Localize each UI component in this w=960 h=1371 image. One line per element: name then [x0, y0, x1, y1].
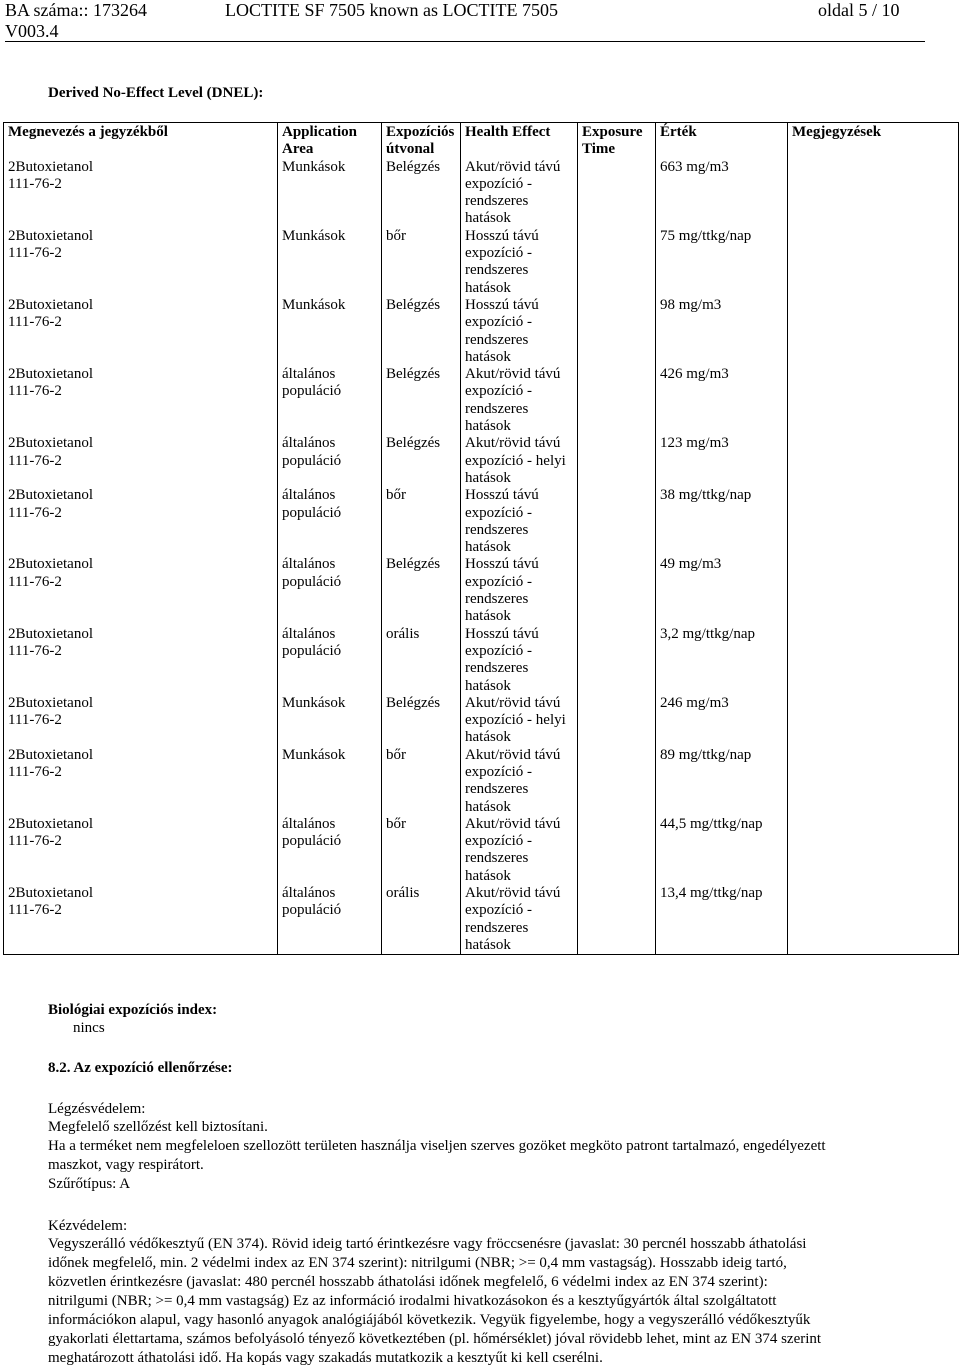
cell-area: általános populáció: [278, 366, 382, 435]
cell-effect: Hosszú távú expozíció - rendszeres hatások: [461, 228, 578, 297]
cell-substance: 2Butoxietanol 111-76-2: [4, 228, 278, 297]
cell-area: általános populáció: [278, 626, 382, 695]
header-divider: [5, 41, 925, 42]
cell-remarks: [788, 885, 959, 955]
cell-effect: Hosszú távú expozíció - rendszeres hatások: [461, 297, 578, 366]
column-header-substance: Megnevezés a jegyzékből: [4, 123, 278, 159]
table-row: [4, 816, 959, 885]
cell-effect: Akut/rövid távú expozíció - helyi hatások: [461, 435, 578, 487]
cell-substance: 2Butoxietanol 111-76-2: [4, 695, 278, 747]
cell-area: általános populáció: [278, 816, 382, 885]
cell-effect: Akut/rövid távú expozíció - rendszeres hatások: [461, 816, 578, 885]
cell-value: 246 mg/m3: [656, 695, 788, 747]
cell-value: 89 mg/ttkg/nap: [656, 747, 788, 816]
cell-remarks: [788, 487, 959, 556]
cell-route: bőr: [382, 747, 461, 816]
cell-remarks: [788, 816, 959, 885]
cell-area: Munkások: [278, 695, 382, 747]
cell-effect: Hosszú távú expozíció - rendszeres hatások: [461, 487, 578, 556]
table-row: [4, 626, 959, 695]
cell-effect: Akut/rövid távú expozíció - rendszeres hatások: [461, 885, 578, 955]
cell-route: Belégzés: [382, 695, 461, 747]
dnel-table-body: [4, 159, 959, 955]
cell-substance: 2Butoxietanol 111-76-2: [4, 487, 278, 556]
bio-index-value: nincs: [73, 1020, 105, 1036]
cell-effect: Hosszú távú expozíció - rendszeres hatások: [461, 556, 578, 625]
dnel-table: [3, 122, 959, 955]
cell-value: 44,5 mg/ttkg/nap: [656, 816, 788, 885]
table-row: [4, 695, 959, 747]
cell-route: bőr: [382, 487, 461, 556]
cell-substance: 2Butoxietanol 111-76-2: [4, 435, 278, 487]
respiratory-ventilation: Megfelelő szellőzést kell biztosítani.: [48, 1119, 268, 1135]
cell-remarks: [788, 366, 959, 435]
cell-area: általános populáció: [278, 556, 382, 625]
cell-substance: 2Butoxietanol 111-76-2: [4, 556, 278, 625]
cell-route: Belégzés: [382, 366, 461, 435]
column-header-value: Érték: [656, 123, 788, 159]
cell-substance: 2Butoxietanol 111-76-2: [4, 626, 278, 695]
column-header-route: Expozíciós útvonal: [382, 123, 461, 159]
cell-value: 49 mg/m3: [656, 556, 788, 625]
cell-value: 3,2 mg/ttkg/nap: [656, 626, 788, 695]
cell-route: Belégzés: [382, 435, 461, 487]
cell-time: [578, 228, 656, 297]
cell-substance: 2Butoxietanol 111-76-2: [4, 159, 278, 228]
cell-time: [578, 816, 656, 885]
cell-time: [578, 885, 656, 955]
cell-value: 75 mg/ttkg/nap: [656, 228, 788, 297]
respiratory-label: Légzésvédelem:: [48, 1101, 146, 1117]
cell-time: [578, 747, 656, 816]
cell-time: [578, 297, 656, 366]
cell-value: 426 mg/m3: [656, 366, 788, 435]
cell-substance: 2Butoxietanol 111-76-2: [4, 747, 278, 816]
cell-remarks: [788, 695, 959, 747]
table-row: [4, 435, 959, 487]
cell-time: [578, 159, 656, 228]
table-row: [4, 159, 959, 228]
column-header-area: Application Area: [278, 123, 382, 159]
table-row: [4, 487, 959, 556]
cell-time: [578, 366, 656, 435]
section-8-2-title: 8.2. Az expozíció ellenőrzése:: [48, 1060, 233, 1076]
cell-route: Belégzés: [382, 556, 461, 625]
cell-effect: Akut/rövid távú expozíció - rendszeres hatások: [461, 747, 578, 816]
cell-remarks: [788, 626, 959, 695]
hand-protection-label: Kézvédelem:: [48, 1218, 128, 1234]
cell-substance: 2Butoxietanol 111-76-2: [4, 297, 278, 366]
respiratory-mask: Ha a terméket nem megfeleloen szellozött területen használja viseljen szerves gozöket megköto patront tartalmazó, engedélyezett maszkot, vagy respirátort.: [48, 1138, 826, 1173]
cell-effect: Hosszú távú expozíció - rendszeres hatások: [461, 626, 578, 695]
cell-value: 38 mg/ttkg/nap: [656, 487, 788, 556]
page-number: oldal 5 / 10: [818, 0, 900, 20]
cell-substance: 2Butoxietanol 111-76-2: [4, 366, 278, 435]
cell-time: [578, 556, 656, 625]
cell-area: általános populáció: [278, 435, 382, 487]
cell-route: orális: [382, 885, 461, 955]
cell-area: általános populáció: [278, 885, 382, 955]
cell-route: bőr: [382, 228, 461, 297]
cell-time: [578, 487, 656, 556]
table-row: [4, 228, 959, 297]
cell-area: általános populáció: [278, 487, 382, 556]
document-number: BA száma:: 173264: [5, 0, 147, 20]
table-row: [4, 747, 959, 816]
table-row: [4, 297, 959, 366]
column-header-remarks: Megjegyzések: [788, 123, 959, 159]
hand-protection-text: Vegyszerálló védőkesztyű (EN 374). Rövid ideig tartó érintkezésre vagy fröccsenésre (javaslat: 30 percnél hosszabb áthatolási időnek megfelelő, min. 2 védelmi index az EN 374 szerint): nitrilgumi (NBR; >= 0,4 mm vastagság). Hosszabb ideig tartó, közvetlen érintkezésre (javaslat: 480 percnél hosszabb áthatolási időnek megfelelő, 6 védelmi index az EN 374 szerint): nitrilgumi (NBR; >= 0,4 mm vastagság) Ez az információ irodalmi hivatkozásokon és a kesztyűgyártók által szolgáltatott információkon alapul, vagy hasonló anyagok analógiájából következik. Vegyük figyelembe, hogy a vegyszerálló védőkesztyűk gyakorlati élettartama, számos befolyásoló tényező következtében (pl. hőmérséklet) jóval rövidebb lehet, mint az EN 374 szerint meghatározott áthatolási idő. Ha kopás vagy szakadás mutatkozik a kesztyűt ki kell cserélni.: [48, 1236, 822, 1366]
column-header-effect: Health Effect: [461, 123, 578, 159]
cell-value: 663 mg/m3: [656, 159, 788, 228]
cell-effect: Akut/rövid távú expozíció - rendszeres hatások: [461, 366, 578, 435]
respiratory-filter: Szűrőtípus: A: [48, 1176, 131, 1192]
cell-value: 13,4 mg/ttkg/nap: [656, 885, 788, 955]
cell-remarks: [788, 435, 959, 487]
cell-substance: 2Butoxietanol 111-76-2: [4, 816, 278, 885]
cell-remarks: [788, 159, 959, 228]
cell-route: Belégzés: [382, 159, 461, 228]
cell-area: Munkások: [278, 228, 382, 297]
bio-index-title: Biológiai expozíciós index:: [48, 1002, 218, 1018]
cell-route: bőr: [382, 816, 461, 885]
cell-remarks: [788, 556, 959, 625]
cell-route: orális: [382, 626, 461, 695]
table-row: [4, 885, 959, 955]
cell-value: 123 mg/m3: [656, 435, 788, 487]
cell-area: Munkások: [278, 747, 382, 816]
table-row: [4, 556, 959, 625]
cell-time: [578, 626, 656, 695]
column-header-time: Exposure Time: [578, 123, 656, 159]
cell-remarks: [788, 297, 959, 366]
cell-area: Munkások: [278, 297, 382, 366]
product-name: LOCTITE SF 7505 known as LOCTITE 7505: [225, 0, 558, 20]
cell-area: Munkások: [278, 159, 382, 228]
dnel-table-header: [4, 123, 959, 159]
dnel-title: Derived No-Effect Level (DNEL):: [48, 85, 264, 101]
cell-time: [578, 435, 656, 487]
table-row: [4, 366, 959, 435]
cell-remarks: [788, 228, 959, 297]
cell-effect: Akut/rövid távú expozíció - rendszeres hatások: [461, 159, 578, 228]
cell-value: 98 mg/m3: [656, 297, 788, 366]
document-version: V003.4: [5, 21, 59, 41]
cell-remarks: [788, 747, 959, 816]
cell-substance: 2Butoxietanol 111-76-2: [4, 885, 278, 955]
cell-route: Belégzés: [382, 297, 461, 366]
cell-effect: Akut/rövid távú expozíció - helyi hatások: [461, 695, 578, 747]
cell-time: [578, 695, 656, 747]
